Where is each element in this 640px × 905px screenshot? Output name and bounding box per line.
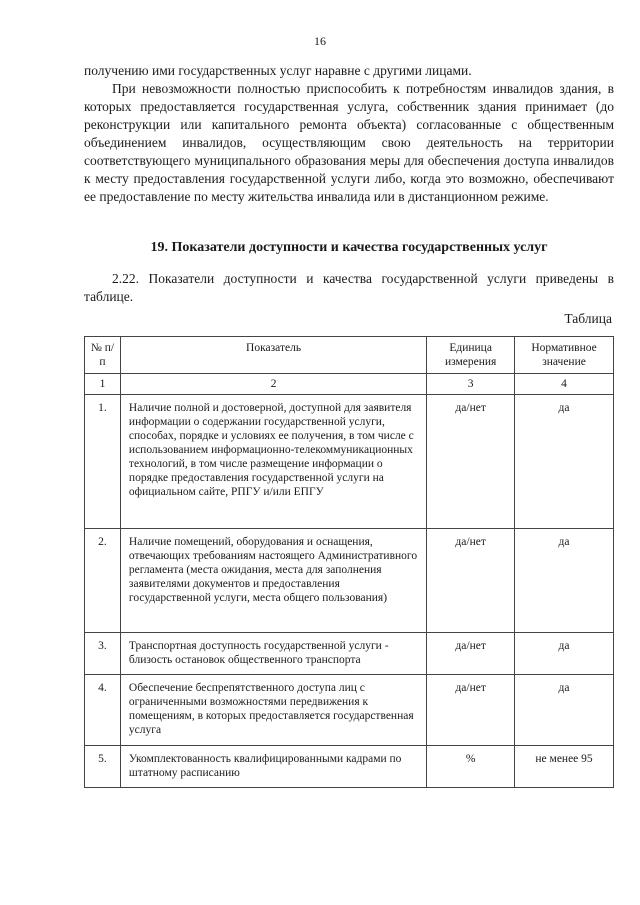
row-num: 3. (85, 633, 121, 675)
row-unit: да/нет (427, 395, 515, 529)
table-index-row (85, 374, 614, 395)
section-heading: 19. Показатели доступности и качества государственных услуг (150, 240, 548, 255)
index-cell: 4 (515, 374, 614, 395)
index-cell: 3 (427, 374, 515, 395)
header-indicator: Показатель (120, 337, 426, 374)
row-indicator: Наличие полной и достоверной, доступной для заявителя информации о содержании государственной услуги, способах, порядке и условиях ее получения, в том числе с использованием информационно-телекоммуникационных технологий, в том числе размещение информации о порядке предоставления государственной услуги на официальном сайте, РПГУ и/или ЕПГУ (120, 395, 426, 529)
table-row (85, 746, 614, 788)
table-caption: Таблица (564, 311, 612, 326)
row-unit: да/нет (427, 633, 515, 675)
body-text-top (84, 62, 614, 206)
row-indicator: Укомплектованность квалифицированными кадрами по штатному расписанию (120, 746, 426, 788)
row-norm: да (515, 395, 614, 529)
table-row (85, 633, 614, 675)
row-num: 4. (85, 675, 121, 746)
row-norm: да (515, 633, 614, 675)
row-indicator: Наличие помещений, оборудования и оснащения, отвечающих требованиям настоящего Административного регламента (места ожидания, места для заполнения заявителями документов и предоставления государственной услуги, места общего пользования) (120, 529, 426, 633)
page-number: 16 (314, 34, 326, 48)
row-indicator: Обеспечение беспрепятственного доступа лиц с ограниченными возможностями передвижения к помещениям, в которых предоставляется государственная услуга (120, 675, 426, 746)
row-unit: да/нет (427, 529, 515, 633)
paragraph-accessibility-measures: При невозможности полностью приспособить к потребностям инвалидов здания, в которых предоставляется государственная услуга, собственник здания принимает (до реконструкции или капитального ремонта объекта) согласованные с общественным объединением инвалидов, осуществляющим свою деятельность на территории соответствующего муниципального образования меры для обеспечения доступа инвалидов к месту предоставления государственной услуги либо, когда это возможно, обеспечивают ее предоставление по месту жительства инвалида или в дистанционном режиме. (84, 81, 614, 204)
table-header-row (85, 337, 614, 374)
body-text-section (84, 270, 614, 306)
row-norm: не менее 95 (515, 746, 614, 788)
index-cell: 2 (120, 374, 426, 395)
row-unit: % (427, 746, 515, 788)
header-norm: Нормативное значение (515, 337, 614, 374)
row-norm: да (515, 529, 614, 633)
table-row (85, 529, 614, 633)
table-row (85, 675, 614, 746)
row-num: 1. (85, 395, 121, 529)
row-num: 5. (85, 746, 121, 788)
row-num: 2. (85, 529, 121, 633)
row-norm: да (515, 675, 614, 746)
index-cell: 1 (85, 374, 121, 395)
table-row (85, 395, 614, 529)
row-unit: да/нет (427, 675, 515, 746)
paragraph-continuation: получению ими государственных услуг наравне с другими лицами. (84, 63, 472, 78)
header-num: № п/п (85, 337, 121, 374)
header-unit: Единица измерения (427, 337, 515, 374)
paragraph-indicators-intro: 2.22. Показатели доступности и качества государственной услуги приведены в таблице. (84, 271, 614, 304)
row-indicator: Транспортная доступность государственной услуги - близость остановок общественного транспорта (120, 633, 426, 675)
indicators-table (84, 336, 614, 788)
